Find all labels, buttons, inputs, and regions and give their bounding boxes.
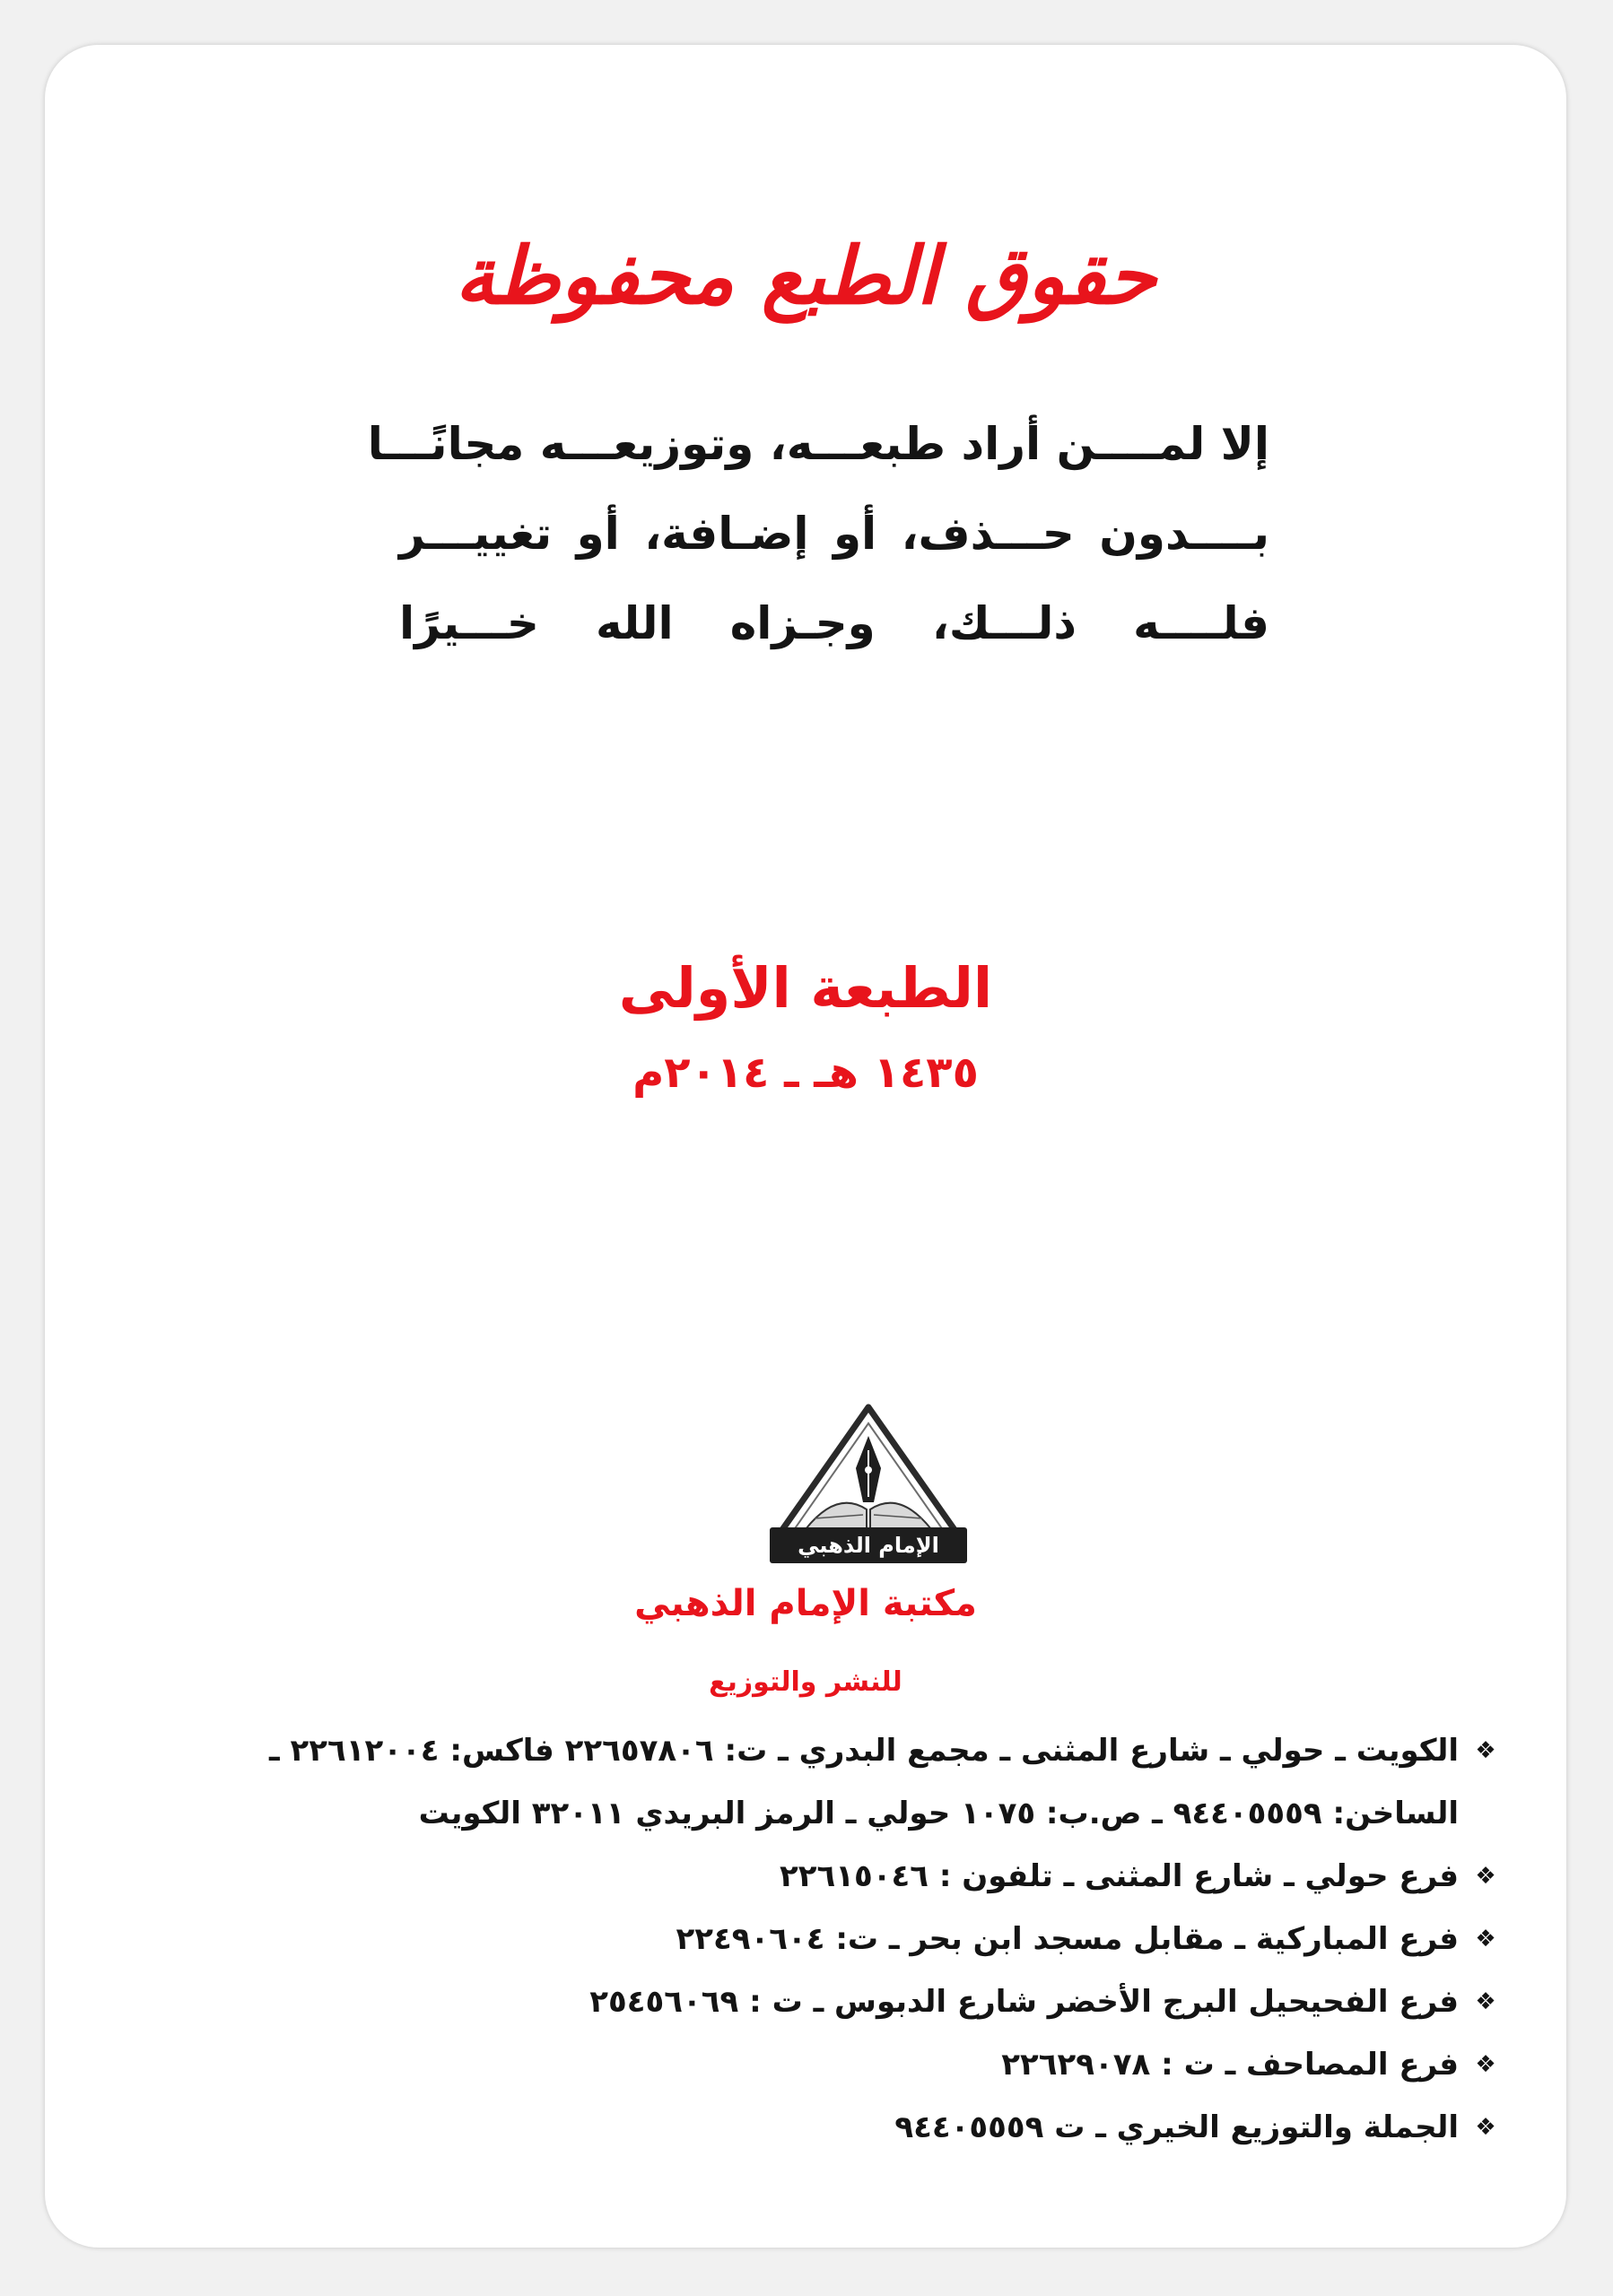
diamond-bullet-icon: ❖ <box>1475 1737 1496 1764</box>
edition-date: ١٤٣٥ هـ ـ ٢٠١٤م <box>632 1048 979 1098</box>
diamond-bullet-icon: ❖ <box>1475 1926 1496 1952</box>
address-line: الكويت ـ حولي ـ شارع المثنى ـ مجمع البدري ـ ت: ٢٢٦٥٧٨٠٦ فاكس: ٢٢٦١٢٠٠٤ ـ <box>269 1733 1459 1769</box>
branch-line: فرع الفحيحيل البرج الأخضر شارع الدبوس ـ ت : ٢٥٤٥٦٠٦٩ <box>589 1984 1459 2020</box>
diamond-bullet-icon: ❖ <box>1475 1988 1496 2015</box>
page <box>45 45 1566 2248</box>
publisher-name: مكتبة الإمام الذهبي <box>634 1583 977 1624</box>
rights-line: فلــــه ذلـــك، وجـزاه الله خـــيرًا <box>399 597 1269 649</box>
list-item <box>188 1918 1498 1961</box>
branch-line: الجملة والتوزيع الخيري ـ ت ٩٤٤٠٥٥٥٩ <box>894 2109 1459 2145</box>
list-item <box>188 1855 1498 1898</box>
diamond-bullet-icon: ❖ <box>1475 2051 1496 2078</box>
list-item <box>188 1980 1498 2023</box>
rights-title: حقوق الطبع محفوظة <box>455 229 1156 322</box>
contact-list <box>188 1729 1498 2169</box>
rights-line: بــــدون حـــذف، أو إضـافة، أو تغييـــر <box>399 508 1269 560</box>
diamond-bullet-icon: ❖ <box>1475 1863 1496 1890</box>
branch-line: فرع المباركية ـ مقابل مسجد ابن بحر ـ ت: ٢٢٤٩٠٦٠٤ <box>676 1921 1459 1957</box>
edition-title: الطبعة الأولى <box>618 955 993 1021</box>
publisher-subtitle: للنشر والتوزيع <box>709 1666 902 1698</box>
publisher-logo-icon <box>770 1404 967 1565</box>
address-line: الساخن: ٩٤٤٠٥٥٥٩ ـ ص.ب: ١٠٧٥ حولي ـ الرمز البريدي ٣٢٠١١ الكويت <box>418 1796 1459 1831</box>
rights-line: إلا لمــــن أراد طبعـــه، وتوزيعـــه مجانًـــا <box>367 418 1269 470</box>
branch-line: فرع حولي ـ شارع المثنى ـ تلفون : ٢٢٦١٥٠٤٦ <box>780 1858 1459 1894</box>
rights-statement <box>367 399 1269 668</box>
list-item <box>188 2043 1498 2086</box>
list-item <box>188 1729 1498 1835</box>
logo-label: الإمام الذهبي <box>798 1533 939 1558</box>
list-item <box>188 2106 1498 2149</box>
diamond-bullet-icon: ❖ <box>1475 2114 1496 2141</box>
branch-line: فرع المصاحف ـ ت : ٢٢٦٢٩٠٧٨ <box>1001 2047 1459 2083</box>
